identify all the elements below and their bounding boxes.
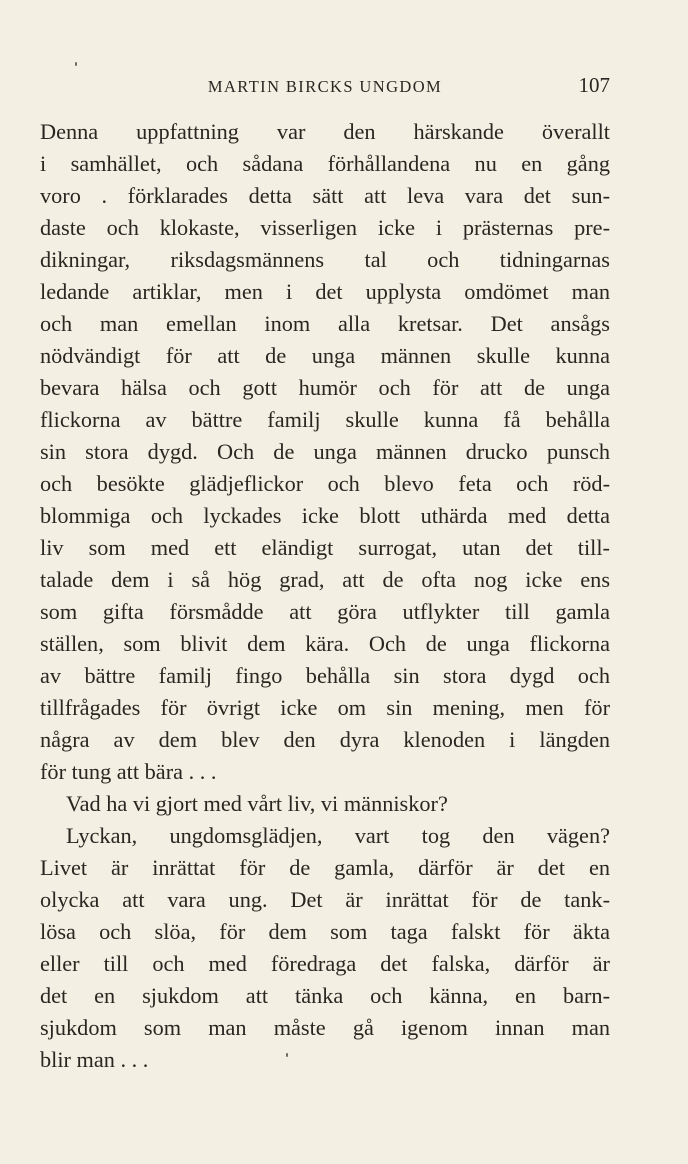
text-line: flickorna av bättre familj skulle kunna få behålla xyxy=(40,407,610,432)
text-line: tillfrågades för övrigt icke om sin mening, men för xyxy=(40,695,610,720)
text-line: blommiga och lyckades icke blott uthärda med detta xyxy=(40,503,610,528)
text-line: ledande artiklar, men i det upplysta omdömet man xyxy=(40,279,610,304)
paragraph-1 xyxy=(40,116,610,788)
text-line: eller till och med föredraga det falska, därför är xyxy=(40,951,610,976)
text-line: olycka att vara ung. Det är inrättat för de tank- xyxy=(40,887,610,912)
text-line: talade dem i så hög grad, att de ofta nog icke ens xyxy=(40,567,610,592)
text-line: Denna uppfattning var den härskande överallt xyxy=(40,119,610,144)
text-line: dikningar, riksdagsmännens tal och tidningarnas xyxy=(40,247,610,272)
text-line: sjukdom som man måste gå igenom innan man xyxy=(40,1015,610,1040)
text-line: och besökte glädjeflickor och blevo feta och röd- xyxy=(40,471,610,496)
print-speck xyxy=(286,1053,288,1057)
text-line: av bättre familj fingo behålla sin stora dygd och xyxy=(40,663,610,688)
text-line: för tung att bära . . . xyxy=(40,759,217,784)
running-head xyxy=(40,73,610,101)
text-line: voro . förklarades detta sätt att leva vara det sun- xyxy=(40,183,610,208)
page-number: 107 xyxy=(578,73,610,97)
text-line: blir man . . . xyxy=(40,1047,149,1072)
text-line: ställen, som blivit dem kära. Och de unga flickorna xyxy=(40,631,610,656)
print-speck xyxy=(75,62,77,66)
text-line: nödvändigt för att de unga männen skulle kunna xyxy=(40,343,610,368)
paragraph-2 xyxy=(40,788,610,820)
text-line: liv som med ett eländigt surrogat, utan det till- xyxy=(40,535,610,560)
text-line: sin stora dygd. Och de unga männen drucko punsch xyxy=(40,439,610,464)
text-line: daste och klokaste, visserligen icke i prästernas pre- xyxy=(40,215,610,240)
text-line: Livet är inrättat för de gamla, därför är det en xyxy=(40,855,610,880)
paragraph-3 xyxy=(40,820,610,1076)
text-line: som gifta försmådde att göra utflykter till gamla xyxy=(40,599,610,624)
text-line: i samhället, och sådana förhållandena nu en gång xyxy=(40,151,610,176)
text-line: det en sjukdom att tänka och känna, en barn- xyxy=(40,983,610,1008)
text-line: Vad ha vi gjort med vårt liv, vi människor? xyxy=(66,791,448,816)
text-line: och man emellan inom alla kretsar. Det ansågs xyxy=(40,311,610,336)
text-line: bevara hälsa och gott humör och för att de unga xyxy=(40,375,610,400)
text-line: Lyckan, ungdomsglädjen, vart tog den vägen? xyxy=(66,823,610,848)
running-title: MARTIN BIRCKS UNGDOM xyxy=(207,77,443,96)
text-line: några av dem blev den dyra klenoden i längden xyxy=(40,727,610,752)
body-text xyxy=(40,116,610,1076)
text-line: lösa och slöa, för dem som taga falskt för äkta xyxy=(40,919,610,944)
